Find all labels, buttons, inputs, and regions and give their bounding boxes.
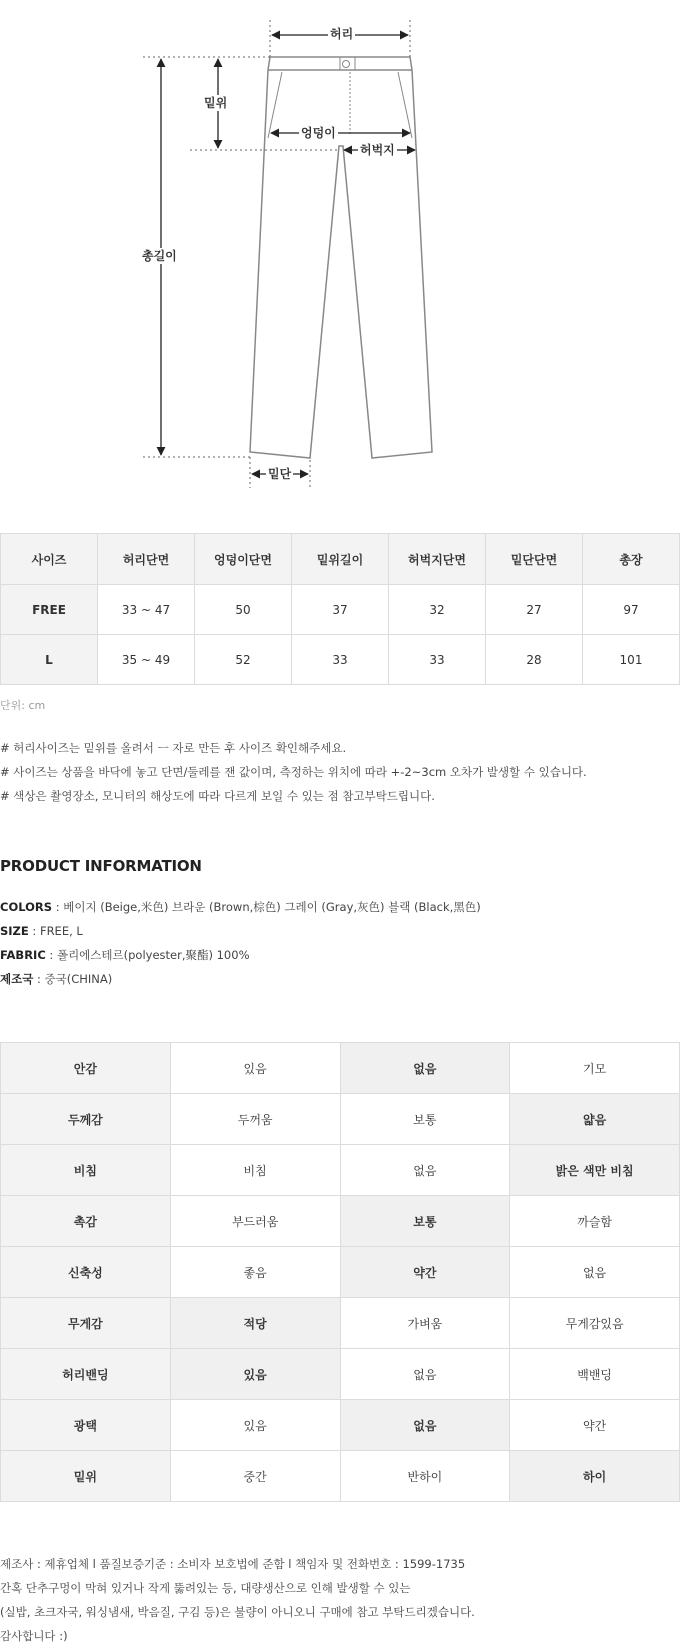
size-name-cell: FREE bbox=[1, 585, 98, 635]
info-value: : FREE, L bbox=[28, 924, 83, 938]
feel-option-selected: 없음 bbox=[340, 1400, 510, 1451]
header-cell: 사이즈 bbox=[1, 534, 98, 585]
table-cell: 28 bbox=[486, 635, 583, 685]
table-cell: 33 bbox=[292, 635, 389, 685]
note-line: # 허리사이즈는 밑위를 올려서 ㅡ 자로 만든 후 사이즈 확인해주세요. bbox=[0, 741, 347, 755]
feel-option-selected: 보통 bbox=[340, 1196, 510, 1247]
info-key: 제조국 bbox=[0, 972, 34, 986]
header-cell: 밑단단면 bbox=[486, 534, 583, 585]
feel-row-label: 두께감 bbox=[1, 1094, 171, 1145]
size-notes bbox=[0, 736, 587, 808]
feel-option: 까슬함 bbox=[510, 1196, 680, 1247]
table-cell: 37 bbox=[292, 585, 389, 635]
feel-option-selected: 얇음 bbox=[510, 1094, 680, 1145]
feel-option-selected: 있음 bbox=[170, 1349, 340, 1400]
feel-row-label: 무게감 bbox=[1, 1298, 171, 1349]
info-value: : 중국(CHINA) bbox=[33, 972, 113, 986]
feel-option: 있음 bbox=[170, 1400, 340, 1451]
unit-note: 단위: cm bbox=[0, 699, 46, 712]
feel-row bbox=[1, 1145, 680, 1196]
footer-line: (실밥, 초크자국, 워싱냄새, 박음질, 구김 등)은 불량이 아니오니 구매에 참고 부탁드리겠습니다. bbox=[0, 1605, 475, 1619]
feel-row-label: 비침 bbox=[1, 1145, 171, 1196]
header-cell: 허벅지단면 bbox=[389, 534, 486, 585]
feel-option-selected: 밝은 색만 비침 bbox=[510, 1145, 680, 1196]
measure-arrows bbox=[161, 35, 415, 474]
footer-line: 제조사 : 제휴업체 l 품질보증기준 : 소비자 보호법에 준함 l 책임자 및 전화번호 : 1599-1735 bbox=[0, 1557, 466, 1571]
footer-line: 간혹 단추구멍이 막혀 있거나 작게 뚫려있는 등, 대량생산으로 인해 발생할 수 있는 bbox=[0, 1581, 411, 1595]
feel-option-selected: 없음 bbox=[340, 1043, 510, 1094]
feel-option: 없음 bbox=[510, 1247, 680, 1298]
table-cell: 52 bbox=[195, 635, 292, 685]
feel-option: 백밴딩 bbox=[510, 1349, 680, 1400]
feel-row bbox=[1, 1349, 680, 1400]
info-key: FABRIC bbox=[0, 948, 46, 962]
product-info-list bbox=[0, 895, 481, 991]
feel-option-selected: 약간 bbox=[340, 1247, 510, 1298]
product-info-item bbox=[0, 895, 481, 919]
footer-line: 감사합니다 :) bbox=[0, 1629, 68, 1643]
table-row bbox=[1, 635, 680, 685]
header-cell: 밑위길이 bbox=[292, 534, 389, 585]
feel-option: 있음 bbox=[170, 1043, 340, 1094]
feel-row-label: 허리밴딩 bbox=[1, 1349, 171, 1400]
note-line: # 색상은 촬영장소, 모니터의 해상도에 따라 다르게 보일 수 있는 점 참고부탁드립니다. bbox=[0, 789, 435, 803]
feel-row-label: 광택 bbox=[1, 1400, 171, 1451]
feel-row bbox=[1, 1196, 680, 1247]
feel-option: 무게감있음 bbox=[510, 1298, 680, 1349]
feel-option: 기모 bbox=[510, 1043, 680, 1094]
feel-option: 가벼움 bbox=[340, 1298, 510, 1349]
label-thigh: 허벅지 bbox=[360, 143, 395, 157]
product-info-item bbox=[0, 943, 481, 967]
table-cell: 27 bbox=[486, 585, 583, 635]
table-cell: 50 bbox=[195, 585, 292, 635]
feel-row bbox=[1, 1094, 680, 1145]
product-info-item bbox=[0, 967, 481, 991]
size-table bbox=[0, 533, 680, 685]
label-waist: 허리 bbox=[330, 27, 354, 41]
size-diagram bbox=[0, 0, 680, 520]
product-info-title: PRODUCT INFORMATION bbox=[0, 857, 202, 875]
feel-row-label: 안감 bbox=[1, 1043, 171, 1094]
label-rise: 밑위 bbox=[204, 96, 228, 110]
feel-option-selected: 적당 bbox=[170, 1298, 340, 1349]
feel-row bbox=[1, 1043, 680, 1094]
header-cell: 허리단면 bbox=[98, 534, 195, 585]
feel-row bbox=[1, 1451, 680, 1502]
table-cell: 101 bbox=[583, 635, 680, 685]
info-value: : 베이지 (Beige,米色) 브라운 (Brown,棕色) 그레이 (Gray,灰色) 블랙 (Black,黑色) bbox=[52, 900, 481, 914]
feel-option: 없음 bbox=[340, 1145, 510, 1196]
feel-row-label: 촉감 bbox=[1, 1196, 171, 1247]
feel-option-selected: 하이 bbox=[510, 1451, 680, 1502]
info-key: COLORS bbox=[0, 900, 53, 914]
table-cell: 33 ~ 47 bbox=[98, 585, 195, 635]
footer-notice bbox=[0, 1552, 475, 1648]
size-table-header bbox=[1, 534, 680, 585]
feel-option: 보통 bbox=[340, 1094, 510, 1145]
fabric-feel-table bbox=[0, 1042, 680, 1502]
feel-row bbox=[1, 1298, 680, 1349]
product-info-item bbox=[0, 919, 481, 943]
info-key: SIZE bbox=[0, 924, 29, 938]
table-cell: 35 ~ 49 bbox=[98, 635, 195, 685]
feel-option: 약간 bbox=[510, 1400, 680, 1451]
table-row bbox=[1, 585, 680, 635]
table-cell: 32 bbox=[389, 585, 486, 635]
feel-option: 좋음 bbox=[170, 1247, 340, 1298]
header-cell: 총장 bbox=[583, 534, 680, 585]
info-value: : 폴리에스테르(polyester,聚酯) 100% bbox=[45, 948, 250, 962]
pants-illustration bbox=[0, 0, 680, 520]
label-hip: 엉덩이 bbox=[301, 126, 336, 140]
feel-option: 없음 bbox=[340, 1349, 510, 1400]
feel-option: 두꺼움 bbox=[170, 1094, 340, 1145]
size-name-cell: L bbox=[1, 635, 98, 685]
feel-row bbox=[1, 1400, 680, 1451]
feel-option: 중간 bbox=[170, 1451, 340, 1502]
table-cell: 97 bbox=[583, 585, 680, 635]
feel-row-label: 신축성 bbox=[1, 1247, 171, 1298]
label-hem: 밑단 bbox=[268, 467, 292, 481]
note-line: # 사이즈는 상품을 바닥에 놓고 단면/둘레를 잰 값이며, 측정하는 위치에 따라 +-2~3cm 오차가 발생할 수 있습니다. bbox=[0, 765, 587, 779]
feel-option: 부드러움 bbox=[170, 1196, 340, 1247]
feel-option: 반하이 bbox=[340, 1451, 510, 1502]
feel-row bbox=[1, 1247, 680, 1298]
guide-lines bbox=[143, 20, 410, 488]
feel-option: 비침 bbox=[170, 1145, 340, 1196]
table-cell: 33 bbox=[389, 635, 486, 685]
feel-row-label: 밑위 bbox=[1, 1451, 171, 1502]
header-cell: 엉덩이단면 bbox=[195, 534, 292, 585]
pants-outline bbox=[250, 57, 432, 458]
label-total-length: 총길이 bbox=[142, 249, 177, 263]
